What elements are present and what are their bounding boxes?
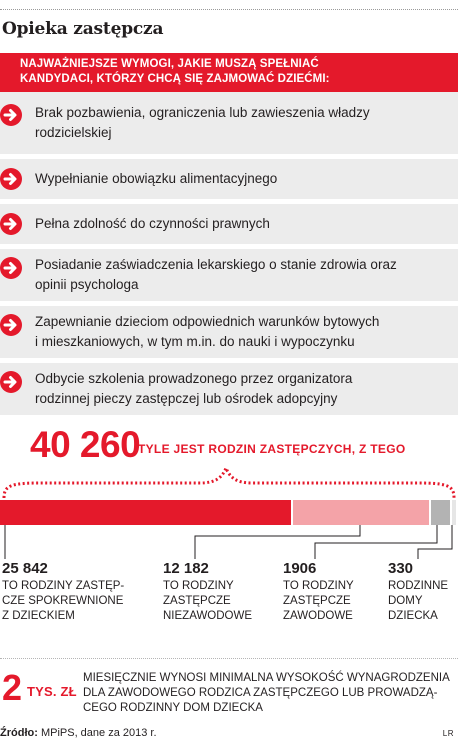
requirements-header-line: KANDYDACI, KTÓRZY CHCĄ SIĘ ZAJMOWAĆ DZIEĆMI: bbox=[20, 73, 330, 85]
wage-description-line: DLA ZAWODOWEGO RODZICA ZASTĘPCZEGO LUB PROWADZĄ- bbox=[83, 687, 438, 699]
stat-label: NIEZAWODOWE bbox=[163, 610, 253, 622]
dotted-separator bbox=[0, 658, 458, 659]
stat-family-children-homes bbox=[388, 560, 448, 624]
requirement-item bbox=[0, 204, 458, 244]
wage-unit: TYS. ZŁ bbox=[27, 684, 77, 699]
stat-number: 330 bbox=[388, 560, 414, 577]
total-families-number: 40 260 bbox=[30, 424, 141, 465]
bar-segment bbox=[452, 500, 456, 525]
requirement-text: Pełna zdolność do czynności prawnych bbox=[35, 216, 270, 231]
requirements-header-line: NAJWAŻNIEJSZE WYMOGI, JAKIE MUSZĄ SPEŁNIAĆ bbox=[20, 58, 319, 70]
stat-label: ZASTĘPCZE bbox=[283, 595, 351, 607]
source-note bbox=[0, 727, 157, 739]
stat-number: 25 842 bbox=[2, 560, 48, 577]
arrow-right-circle-icon bbox=[0, 371, 22, 393]
bar-segment bbox=[0, 500, 291, 525]
stat-non-professional-families bbox=[163, 560, 252, 624]
stat-label: TO RODZINY bbox=[163, 580, 234, 592]
requirement-item bbox=[0, 363, 458, 415]
requirement-text: i mieszkaniowych, w tym m.in. do nauki i wypoczynku bbox=[35, 334, 355, 349]
stat-label: TO RODZINY ZASTĘP- bbox=[2, 580, 125, 592]
stat-label: DOMY bbox=[388, 595, 423, 607]
arrow-right-circle-icon bbox=[0, 213, 22, 235]
total-families-caption: TYLE JEST RODZIN ZASTĘPCZYCH, Z TEGO bbox=[138, 442, 406, 456]
stat-professional-families bbox=[283, 560, 354, 624]
arrow-right-circle-icon bbox=[0, 257, 22, 279]
requirement-item bbox=[0, 306, 458, 358]
dotted-brace bbox=[0, 466, 458, 500]
requirement-text: Posiadanie zaświadczenia lekarskiego o stanie zdrowia oraz bbox=[35, 257, 397, 272]
arrow-right-circle-icon bbox=[0, 314, 22, 336]
top-dotted-rule bbox=[0, 9, 458, 10]
requirement-text: opinii psychologa bbox=[35, 277, 139, 292]
requirement-text: Brak pozbawienia, ograniczenia lub zawieszenia władzy bbox=[35, 105, 370, 120]
stat-number: 1906 bbox=[283, 560, 317, 577]
requirement-text: Wypełnianie obowiązku alimentacyjnego bbox=[35, 171, 278, 186]
stat-label: RODZINNE bbox=[388, 580, 449, 592]
wage-number: 2 bbox=[2, 667, 23, 708]
bar-segment bbox=[431, 500, 451, 525]
author-initials: LR bbox=[442, 729, 454, 738]
source-text: MPiPS, dane za 2013 r. bbox=[40, 727, 157, 739]
stat-label: Z DZIECKIEM bbox=[2, 610, 75, 622]
arrow-right-circle-icon bbox=[0, 168, 22, 190]
stat-label: ZASTĘPCZE bbox=[163, 595, 231, 607]
stat-label: ZAWODOWE bbox=[283, 610, 353, 622]
stat-label: DZIECKA bbox=[388, 610, 438, 622]
page-title: Opieka zastępcza bbox=[2, 19, 164, 39]
bar-connectors bbox=[0, 525, 458, 561]
stat-related-families bbox=[2, 560, 124, 624]
requirements-header bbox=[0, 53, 458, 92]
requirement-item bbox=[0, 92, 458, 154]
stat-number: 12 182 bbox=[163, 560, 209, 577]
wage-description-line: MIESIĘCZNIE WYNOSI MINIMALNA WYSOKOŚĆ WYNAGRODZENIA bbox=[83, 672, 450, 684]
requirement-text: rodzicielskiej bbox=[35, 125, 112, 140]
wage-description-line: CEGO RODZINNY DOM DZIECKA bbox=[83, 702, 263, 714]
wage-description bbox=[83, 671, 450, 716]
requirement-text: Zapewnianie dzieciom odpowiednich warunków bytowych bbox=[35, 314, 380, 329]
arrow-right-circle-icon bbox=[0, 104, 22, 126]
stat-label: TO RODZINY bbox=[283, 580, 354, 592]
families-stacked-bar bbox=[0, 500, 456, 525]
bar-segment bbox=[293, 500, 429, 525]
requirement-item bbox=[0, 159, 458, 199]
requirement-item bbox=[0, 249, 458, 301]
stat-label: CZE SPOKREWNIONE bbox=[2, 595, 124, 607]
source-label: Źródło: bbox=[0, 727, 38, 739]
requirement-text: rodzinnej pieczy zastępczej lub ośrodek adopcyjny bbox=[35, 391, 338, 406]
requirement-text: Odbycie szkolenia prowadzonego przez organizatora bbox=[35, 371, 353, 386]
